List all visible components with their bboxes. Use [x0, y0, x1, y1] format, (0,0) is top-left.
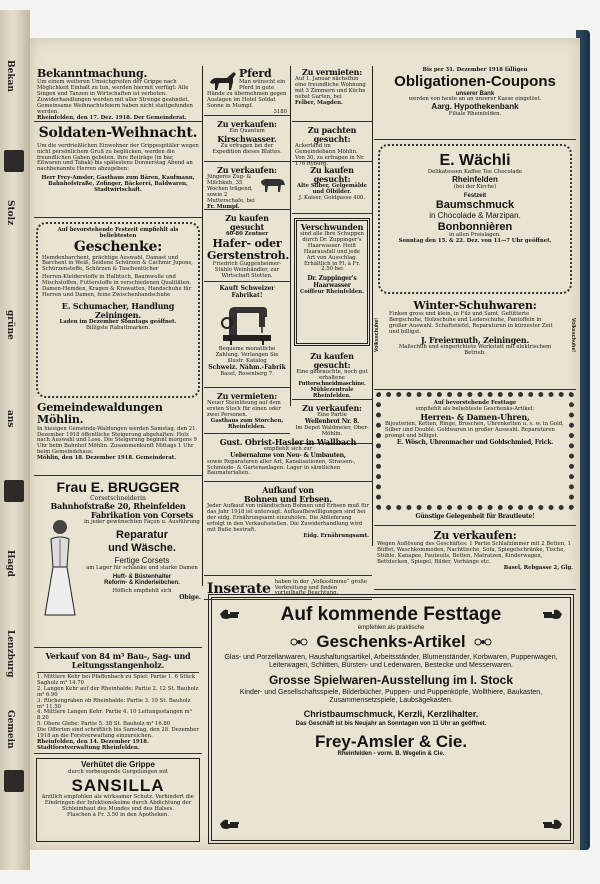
- ad-name: Fr. Mumpf.: [207, 203, 240, 210]
- ad-title-2: Dr. Zuppinger's Haarwasser: [307, 275, 357, 290]
- ad-row: 1. Mittlere Kehr bei Pfaffenbach zu Spiel: Partie 1. 6 Stück Sagholz m³ 14.70: [37, 673, 196, 686]
- ad-zugkuh: [204, 164, 290, 210]
- ad-sub: empfiehlt sich zur: [263, 445, 313, 452]
- ad-bonbon-sub: in allen Preislagen.: [449, 232, 501, 238]
- ad-vermieten-felber: [292, 66, 372, 122]
- ad-body: Um einem weiteren Umsichgreifen der Grippe nach Möglichkeit Einhalt zu tun, werden hiermit verfügt: Alle Singen und Tanzen in Wirtschaften ist verboten. Zuwiderhandlungen werden mit aller Strenge geahndet. Gemeinsame Weihnachtsfeiern haben nicht stattgefunden werden.: [37, 79, 193, 115]
- ad-signature: Möhlin, den 18. Dezember 1918. Gemeinderat.: [37, 455, 177, 462]
- ad-name: Futterschneidmaschine.: [298, 380, 366, 387]
- ad-chocolade: in Chocolade & Marzipan.: [429, 210, 521, 220]
- ad-kaufen-silber: [292, 164, 372, 214]
- ad-row: 2. Langen Kehr auf der Rheinhalde: Partie 2. 12 St. Bauholz m³ 6.90: [37, 685, 199, 698]
- ad-row: 4. Mittlere Langen Kehr: Partie 4. 10 Leitungsstangen m³ 8.20: [37, 709, 192, 722]
- ad-kirschwasser: [204, 118, 290, 162]
- ad-signature: Rheinfelden, den 14. Dezember 1918. Stadtforstverwaltung Rheinfelden.: [37, 739, 149, 751]
- ad-firm: Mühlezentrale Rheinfelden.: [310, 386, 354, 399]
- ad-title: Gemeindewaldungen Möhlin.: [37, 401, 163, 427]
- ad-baum: Baumschmuck: [435, 199, 515, 212]
- spine-fragment: ans: [5, 410, 15, 428]
- ad-kinder: Kinder- und Gesellschaftsspiele, Bilderbücher, Puppen- und Puppenköpfe, Wollthiere, Baukasten, Zusammensetzspiele, Laubsägekasten.: [239, 689, 543, 704]
- ad-title: Winter-Schuhwaren:: [413, 299, 537, 312]
- ad-sub: empfehlen als praktische: [357, 625, 425, 632]
- ad-name: Wellenbrot Nr. 8.: [304, 417, 360, 425]
- ad-ready-sub: am Lager für schlanke und starke Damen: [86, 564, 198, 571]
- spine-fragment: grüne: [5, 310, 15, 340]
- ad-firm: Schweiz. Nähm.-Fabrik: [208, 364, 286, 372]
- ad-frey-amsler: [208, 594, 574, 844]
- ad-firm: Frey-Amsler & Cie.: [314, 731, 468, 751]
- ad-title-2: Bohnen und Erbsen.: [244, 493, 332, 504]
- ad-verschwunden: [294, 218, 370, 346]
- ad-title: Obligationen-Coupons: [394, 72, 556, 90]
- column-rule: [290, 66, 291, 406]
- divider: [37, 672, 199, 673]
- ad-body: Finken gross und klein, in Filz und Samt, Gefütterte Bergschuhe, Holzschuhe und Lederschuhe, Pantoffeln in großer Auswahl. Schaftstiefel, Reparaturen in kürzester Zeit und billigst.: [389, 311, 553, 336]
- ad-brand: SANSILLA: [71, 775, 165, 795]
- ad-body: Wegen Auflösung des Geschäftes: 1 Partie Schlafzimmer mit 2 Betten, 1 Büffet, Waschkommoden, Nachttische, Sofa, Spiegelschränke, Tische, Stühle, Kanapee, Fauteuils, Betten, Matratzen, Kinderwagen, Bettdecken, Spiegel, Bilder, Vorhänge etc.: [377, 541, 571, 566]
- ad-head-2: empfiehlt als beliebteste Geschenks-Artikel:: [415, 405, 535, 412]
- column-rule: [372, 66, 373, 546]
- ad-bank-branch: Filiale Rheinfelden.: [448, 111, 502, 118]
- ornament-icon: [290, 636, 308, 648]
- horse-icon: [207, 68, 239, 92]
- ad-main: Uebernahme von Neu- & Umbauten,: [230, 451, 346, 459]
- ad-verkauf-holz: [34, 650, 202, 754]
- ad-aufkauf: [204, 484, 372, 576]
- ad-sub: 60-80 Zentner: [225, 230, 269, 237]
- ad-fabrication: Fabrikation von Corsets: [90, 510, 194, 521]
- ad-title: Verkauf von 84 m³ Bau-, Sag- und Leitungsstangenholz.: [45, 651, 191, 670]
- ad-name: E. Wächli: [439, 152, 511, 169]
- ad-obrist: [204, 436, 372, 482]
- ad-foot: Höflich empfiehlt sich: [112, 588, 172, 595]
- ad-row: 5. Obere Glebe: Partie 5. 38 St. Bauholz m³ 16.80: [37, 721, 171, 728]
- ad-foot: Maßschuh und eingerichtete Werkstatt mit elektrischem Betrieb.: [398, 343, 552, 356]
- ad-firm: J. Freiermuth, Zeiningen.: [420, 335, 530, 345]
- spine-fragment: Bekan: [5, 60, 15, 92]
- spine-fragment: Lenzburg: [5, 630, 15, 678]
- ad-title: Pferd: [239, 67, 272, 80]
- ad-title: Verschwunden: [300, 222, 364, 232]
- ad-pferd: [204, 66, 290, 116]
- binding-tab: [4, 770, 24, 792]
- ad-body: sowie Reparaturen aller Art, Kanalisationen, Strassen-, Schmiede- & Gartenanlagen. Lager in sämtlichen Baumaterialien.: [207, 458, 356, 477]
- ad-name: J. Kaiser, Goldgasse 400.: [298, 194, 366, 201]
- ad-name: Frau E. BRUGGER: [56, 479, 180, 495]
- ad-names: Herr Frey-Amsler, Gasthaus zum Bären, Kaufmann, Bahnhofstraße, Zofinger, Bäckerei, Baldwaren, Stadtwirtschaft.: [41, 175, 195, 194]
- ad-body: Um die verdrießlichen Einwohner der Grippespitäler wegen nicht persönlichem Gruß zu beglücken, werden die freundlichen Gaben gebeten. Ihre Beiträge (in bar, Eßwaren und Tabak) bis spätestens Donnerstag Abend an nachbenannte Herren abzugeben:: [37, 142, 199, 173]
- ad-body: Friedrich Guggenheimer-Stähle Weinhändler, zur Wirtschaft Stetten.: [212, 261, 282, 280]
- ad-body: Neuer Steinlösung auf dem ersten Stock für einen oder zwei Personen.: [207, 399, 281, 418]
- ad-bekanntmachung: [34, 66, 202, 122]
- ad-fest: Festzeit: [463, 192, 487, 199]
- ad-body: Auf 1. Januar nächsthin eine freundliche Wohnung mit 3 Zimmern und Küche nebst Garten, bei: [295, 75, 366, 100]
- corset-figure-icon: [39, 517, 81, 617]
- ad-list: Glas- und Porzellanwaren, Haushaltungsartikel, Arbeitsständer, Blumenständer, Korbwaren, Puppenwagen, Leiterwagen, Schlitten, Bürsten- und Lederwaren, Bestecke und Messerwaren.: [224, 653, 558, 669]
- ad-items: Hemdenbarchent, prächtige Auswahl, Damast und Barchent in Weiß, Seidene Schürzen & Cachmir Jupons, Schürzenstoffe, Schürzen & Taschentücher: [42, 254, 193, 273]
- ad-gelegenheit: [374, 512, 576, 526]
- ad-body: Bijouterien, Ketten, Ringe, Broschen, Uhrenketten u. s. w. in Gold, Silber und Doublé. Goldwaren in großer Auswahl. Reparaturen prompt und billigst.: [385, 420, 564, 439]
- sewing-machine-icon: [219, 301, 275, 345]
- ad-title: Aufkauf von: [262, 485, 314, 495]
- ad-title: Kauft Schweizer Fabrikat!: [219, 285, 275, 299]
- ad-sansilla: [36, 758, 200, 842]
- ad-title: Zu pachten gesucht:: [307, 125, 357, 144]
- ad-hafer: [204, 212, 290, 282]
- ad-title: Geschenke:: [73, 238, 163, 255]
- ad-title: Herren- & Damen-Uhren,: [420, 411, 530, 422]
- ad-ready: Fertige Corsets: [114, 555, 170, 565]
- ad-vermieten-storchen: [204, 390, 290, 434]
- ad-head: Verhütet die Grippe: [81, 760, 155, 769]
- ad-signature: Eidg. Ernährungsamt.: [303, 532, 369, 539]
- ad-schumacher: [36, 222, 200, 398]
- ad-title: Zu kaufen gesucht: [225, 213, 269, 232]
- ad-text: haben in der „Volksstimme“ große Verbreitung und finden vorteilhafte Beachtung.: [274, 578, 367, 597]
- ad-row: 3. Rüchengraben ob Rheinhalde: Partie 3. 19 St. Bauholz m³ 11.50: [37, 697, 191, 710]
- ad-firm: Gasthaus zum Storchen, Rheinfelden.: [210, 417, 284, 430]
- ad-title: Zu verkaufen:: [217, 119, 277, 129]
- ad-title: Zu vermieten:: [302, 67, 362, 77]
- ad-body: Jeder Aufkauf von inländischen Bohnen und Erbsen muß für das Jahr 1918 ist untersagt. Aufkaufbewilligungen sind bei der eidg. Ernährungsamt einzuholen. Die Ablieferung erfolgt in den Verkaufsstellen. Die Zuwiderhandlung wird mit Buße bestraft.: [207, 502, 370, 533]
- spine-fragment: Stolz: [5, 200, 15, 226]
- ad-christ: Christbaumschmuck, Kerzli, Kerzlihalter.: [303, 708, 479, 719]
- ad-title: Zu verkaufen:: [217, 165, 277, 175]
- ad-open: Das Geschäft ist bis Neujahr an Sonntagen von 11 Uhr an geöffnet.: [295, 720, 487, 727]
- pointing-hand-icon: [218, 816, 240, 832]
- spine-fragment: Hagd: [5, 550, 15, 577]
- ad-body: Im Depot Waldmeier, Ober-Möhlin.: [295, 424, 369, 437]
- ad-categories: Delikatessen Kaffee Tee Chocolade: [427, 168, 523, 175]
- pointing-hand-icon: [542, 606, 564, 622]
- ad-title: Günstige Gelegenheit für Brautleute!: [415, 513, 535, 520]
- ad-note: Billigste Rabattmarken.: [86, 324, 150, 331]
- ad-title: Soldaten-Weihnacht.: [38, 125, 198, 141]
- ad-firm-address: Basel, Rosenberg 7.: [220, 370, 274, 377]
- pointing-hand-icon: [542, 816, 564, 832]
- ad-body: Bequeme monatliche Zahlung. Verlangen Sie illustr. Katalog: [215, 346, 279, 365]
- ad-city-note: (bei der Kirche): [453, 183, 497, 190]
- ad-futterschneid: [292, 350, 372, 400]
- ad-label: Inserate: [207, 580, 271, 597]
- pointing-hand-icon: [218, 606, 240, 622]
- book-spine-left: [0, 10, 30, 870]
- ad-firm: E. Schumacher, Handlung Zeiningen.: [61, 300, 175, 320]
- ad-soldaten-weihnacht: [34, 124, 202, 218]
- ad-headline: Auf bevorstehende Festzeit empfiehlt als beliebtesten: [57, 227, 179, 239]
- ad-title: Zu kaufen gesucht:: [310, 165, 354, 184]
- ad-brugger: [34, 478, 202, 648]
- ad-city: Rheinfelden - vorm. B. Wegelin & Cie.: [337, 750, 445, 757]
- ad-side-label: Volksschuhe!: [570, 318, 576, 353]
- ad-sub: Eine Partie: [317, 411, 347, 418]
- ad-hip: Huft- & Büstenhalter: [112, 573, 172, 580]
- ad-title: Bekanntmachung.: [37, 67, 148, 80]
- ad-name: Gerstenstroh.: [207, 249, 290, 263]
- ad-top: Bis per 31. Dezember 1918 fälligen: [422, 67, 528, 73]
- ad-title: Zu verkaufen:: [302, 403, 362, 413]
- ad-body: Man wünscht ein Pferd in gute Hände zu übernehmen gegen Auslagen im Hotel Soldat Sonne in Mumpf.: [207, 79, 287, 109]
- ad-city: Rheinfelden: [452, 174, 498, 184]
- ad-name: Gust. Obrist-Hasler in Wallbach: [219, 437, 357, 447]
- spine-fragment: Gemein: [5, 710, 15, 749]
- column-rule: [202, 66, 203, 586]
- ad-foot: Die Offerten sind schriftlich bis Samstag, den 28. Dezember 1918 an die Forstverwaltung einzureichen.: [37, 727, 199, 740]
- ad-address: Bahnhofstraße 20, Rheinfelden: [50, 501, 186, 512]
- binding-tab: [4, 150, 24, 172]
- cow-icon: [259, 175, 287, 193]
- ad-body: Eine gebrauchte, noch gut erhaltene: [296, 368, 368, 381]
- ad-note: Laden im Dezember Sonntags geöffnet.: [59, 318, 177, 325]
- ad-body: Ackerland im Gemeindebann Möhlin. Von 30, zu erfragen in Nr. 176 Ryburg.: [295, 142, 365, 167]
- ad-name: Hafer- oder: [212, 236, 282, 250]
- ad-body: werden von heute an an unserer Kasse eingelöst.: [408, 96, 542, 103]
- ad-verkaufen-moebel: [374, 528, 576, 590]
- ad-pachten: [292, 124, 372, 167]
- ad-sub: unserer Bank: [455, 90, 495, 97]
- ad-sub: Ein Quantum: [229, 127, 265, 134]
- ad-name: Kirschwasser.: [217, 133, 277, 144]
- newspaper-page: [30, 38, 580, 850]
- ad-opening: Sonntag den 15. & 22. Dez. von 11—7 Uhr geöffnet.: [398, 237, 552, 244]
- ad-price: Flaschen à Fr. 3.50 in den Apotheken.: [66, 811, 170, 818]
- ad-body: sind alle Ihre Schuppen durch Dr. Zuppinger's Haarwasser. Heilt Haarausfall und jede Art von Ausschlag. Erhältlich in Fl. à Fr. 2.50 bei: [300, 230, 364, 273]
- ad-head: Auf bevorstehende Festtage: [433, 400, 517, 406]
- ad-fabrication-sub: in jeder gewünschten Façon u. Ausführung: [84, 519, 200, 526]
- ad-title: Zu verkaufen:: [433, 529, 517, 542]
- ad-body: Zu erfragen bei der Expedition dieses Blattes.: [212, 142, 282, 155]
- ad-sub: durch vorbeugende Gurgelungen mit: [68, 768, 168, 775]
- ad-body: In hiesigen Gemeinde-Waldungen werden Samstag, den 21. Dezember 1918 öffentliche Steigerung abgehalten: Holz nach Auswahl und Lose. Die Steigerung beginnt morgens 9 Uhr beim Bahnhof Möhlin. Zusammenkunft Mittags 1 Uhr beim Gemeindehaus.: [37, 425, 198, 456]
- ad-headline: Geschenks-Artikel: [316, 631, 466, 651]
- ad-uhren: [376, 392, 574, 510]
- ad-sub: Corsetschneiderin: [90, 494, 146, 502]
- ad-repair: und Wäsche.: [108, 541, 176, 554]
- ad-waechli: [378, 144, 572, 294]
- ad-exhibition: Grosse Spielwaren-Ausstellung im I. Stock: [268, 672, 514, 687]
- ad-bonbon: Bonbonnièren: [437, 220, 513, 233]
- ad-firm: Basel, Rebgasse 2, Glg.: [503, 565, 573, 571]
- ad-title: Zu vermieten:: [217, 391, 277, 401]
- ad-bank: Aarg. Hypothekenbank: [431, 102, 519, 112]
- ad-code: 3180: [273, 108, 287, 115]
- ad-body: Alte Silber, Gelgemälde und Ölbilder.: [297, 182, 367, 195]
- ad-naehmaschine: [204, 284, 290, 388]
- ad-body: Jüngeres Zug- & Milchkuh, 35 Wochen trägend, sowie 2 Mutterschafe, bei: [207, 173, 255, 204]
- ad-firm: E. Wösch, Uhrenmacher und Goldschmied, Frick.: [396, 438, 554, 446]
- ad-name: Felber, Magden.: [295, 99, 343, 106]
- ad-body: ärztlich empfohlen als wirksamer Schutz. Verhindert die Eindringen der Infektionskeime durch Abdichtung der Schleimhaut des Mundes und des Halses.: [42, 793, 194, 812]
- ad-gemeindewaldungen: [34, 400, 202, 476]
- ad-repair: Reparatur: [116, 529, 168, 542]
- ad-signature: Obige.: [179, 594, 201, 602]
- ad-side-label: Volksschuhe!: [374, 318, 380, 353]
- binding-tab: [4, 480, 24, 502]
- ad-items: Herren-Kleiderstoffe in Halbtuch, Baumwolle und Mischstoffen, Futterstoffe in verschiedenen Qualitäten, Damen-Hemden, Kragen & Krawatten, Handschuhe für Herren und Damen, feine Zwischenhandschuhe: [42, 274, 192, 299]
- ad-firm: Coiffeur Rheinfelden.: [300, 288, 364, 295]
- ad-title: Zu kaufen gesucht:: [310, 351, 354, 370]
- ad-reform: Reform- & Kinderleibchen.: [104, 580, 180, 587]
- ad-coupons: [374, 66, 576, 140]
- ad-winterschuhe: [374, 298, 576, 390]
- ornament-icon: [474, 636, 492, 648]
- ad-title: Auf kommende Festtage: [280, 604, 502, 625]
- ad-signature: Rheinfelden, den 17. Dez. 1918. Der Gemeinderat.: [37, 114, 187, 121]
